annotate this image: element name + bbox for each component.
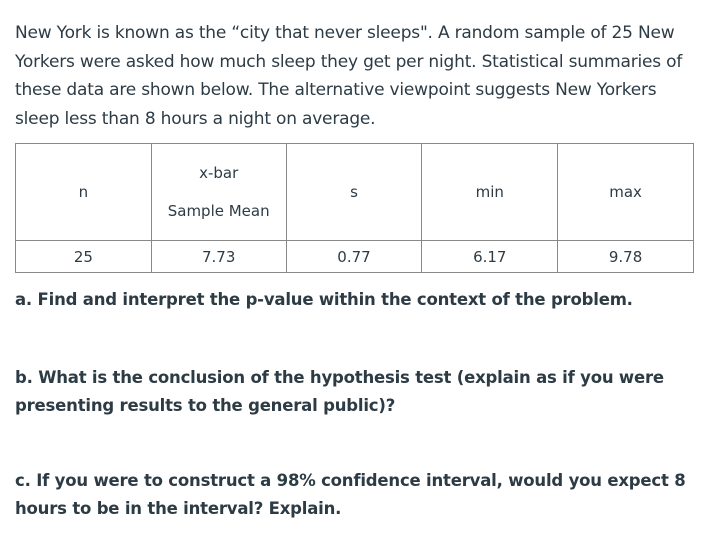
header-min: min <box>422 144 558 241</box>
header-max: max <box>558 144 694 241</box>
table-header-row <box>16 144 694 241</box>
header-xbar-sublabel: Sample Mean <box>167 202 270 220</box>
value-min: 6.17 <box>422 241 558 273</box>
value-n: 25 <box>16 241 152 273</box>
header-s: s <box>286 144 422 241</box>
value-xbar: 7.73 <box>151 241 286 273</box>
summary-statistics-table <box>15 143 694 273</box>
header-xbar-label: x-bar <box>199 164 239 182</box>
header-xbar <box>151 144 286 241</box>
value-s: 0.77 <box>286 241 422 273</box>
value-max: 9.78 <box>558 241 694 273</box>
question-c: c. If you were to construct a 98% confidence interval, would you expect 8 hours to be in the interval? Explain. <box>15 471 686 518</box>
table-row <box>16 241 694 273</box>
header-n: n <box>16 144 152 241</box>
question-b: b. What is the conclusion of the hypothesis test (explain as if you were presenting results to the general public)? <box>15 368 664 415</box>
question-a: a. Find and interpret the p-value within the context of the problem. <box>15 290 633 309</box>
problem-intro: New York is known as the “city that never sleeps". A random sample of 25 New Yorkers were asked how much sleep they get per night. Statistical summaries of these data are shown below. The alternative viewpoint suggests New Yorkers sleep less than 8 hours a night on average. <box>15 23 683 129</box>
